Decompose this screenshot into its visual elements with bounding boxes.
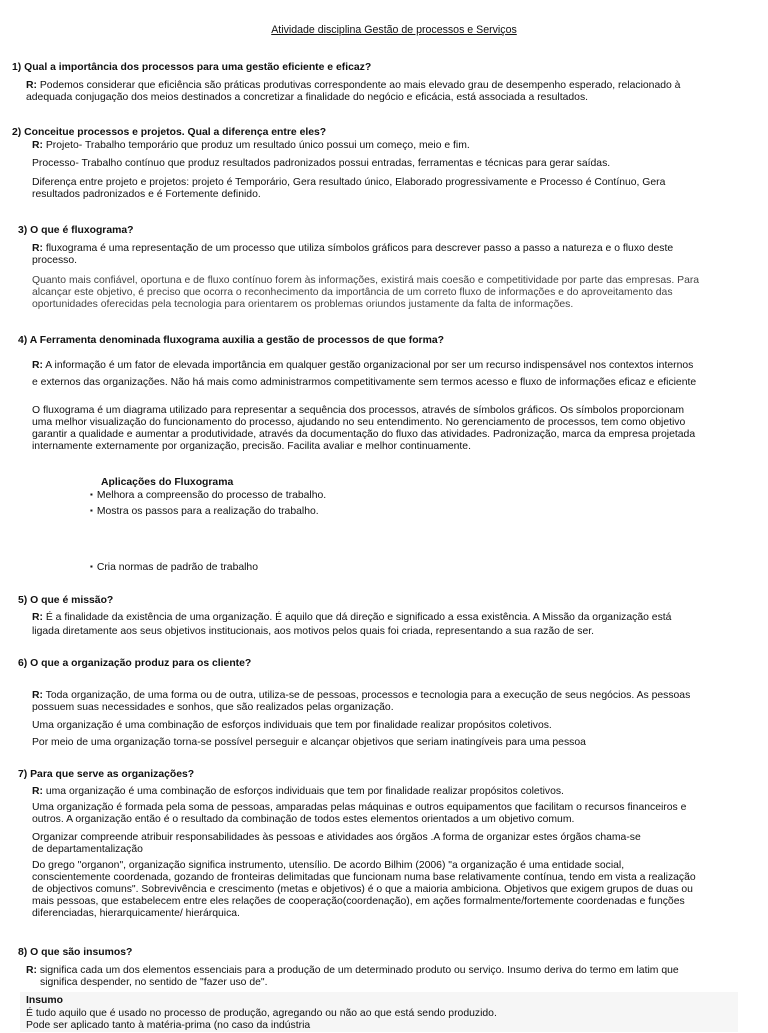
answer-label: R: [32,786,43,797]
answer-1-line-2: adequada conjugação dos meios destinados a concretizar a finalidade do negócio e eficácia, está associada a resultados. [26,92,589,103]
question-8: 8) O que são insumos? [18,947,133,958]
answer-7-para-3-line-1: Organizar compreende atribuir responsabilidades às pessoas e atividades aos órgãos .A forma de organizar estes órgãos chama-se [32,832,641,843]
answer-label: R: [26,80,37,91]
answer-7-para-4-line-4: mais pessoas, que estabelecem entre eles relações de cooperação(coordenação), em ações formalmente/fortemente coordenadas e funções [32,896,685,907]
answer-4-para-line-3: garantir a qualidade e aumentar a produtividade, através da documentação do fluxo das atividades. Padronização, marca da empresa projetada [32,429,696,440]
answer-6-line-1 [32,690,690,703]
answer-label: R: [32,140,43,151]
insumo-line-1: É tudo aquilo que é usado no processo de produção, agregando ou não ao que está sendo produzido. [26,1008,497,1019]
answer-4-para-line-1: O fluxograma é um diagrama utilizado para representar a sequência dos processos, através de símbolos gráficos. Os símbolos proporcionam [32,405,685,416]
list-item: ▪ Melhora a compreensão do processo de trabalho. [90,490,326,503]
answer-6-line-2: possuem suas necessidades e sonhos, que são realizados pelas organização. [32,702,394,713]
answer-3-para-line-3: oportunidades oferecidas pela tecnologia para orientarem os problemas oriundos justamente da falta de informações. [32,299,574,310]
answer-3-line-1 [32,243,673,256]
insumo-line-2: Pode ser aplicado tanto à matéria-prima (no caso da indústria [26,1020,311,1031]
question-7: 7) Para que serve as organizações? [18,769,195,780]
question-1: 1) Qual a importância dos processos para uma gestão eficiente e eficaz? [12,62,372,73]
answer-7-para-3-line-2: de departamentalização [32,844,143,855]
answer-2-processo: Processo- Trabalho contínuo que produz resultados padronizados possui entradas, ferramentas e técnicas para gerar saídas. [32,158,611,169]
page-title: Atividade disciplina Gestão de processos e Serviços [271,24,517,36]
answer-4-para-line-4: internamente externamente por organização, precisão. Facilita avaliar e melhor continuamente. [32,441,471,452]
answer-6-text: Toda organização, de uma forma ou de outra, utiliza-se de pessoas, processos e tecnologia para a execução de seus negócios. As pessoas [45,690,691,701]
answer-4-para-line-2: uma melhor visualização do funcionamento do processo, ajudando no seu entendimento. No gerenciamento de processos, tem como objetivo [32,417,686,428]
question-5: 5) O que é missão? [18,595,114,606]
answer-8-text: significa cada um dos elementos essenciais para a produção de um determinado produto ou serviço. Insumo deriva do termo em latim que [39,965,679,976]
answer-3-para-line-2: alcançar este objetivo, é preciso que ocorra o reconhecimento da importância de um correto fluxo de informações e do aproveitamento das [32,287,673,298]
answer-6-para-3: Por meio de uma organização torna-se possível perseguir e alcançar objetivos que seriam inatingíveis para uma pessoa [32,737,586,748]
answer-label: R: [26,965,37,976]
answer-1-line-1 [26,80,680,93]
answer-2-text: Projeto- Trabalho temporário que produz um resultado único possui um começo, meio e fim. [45,140,470,151]
list-item: ▪ Cria normas de padrão de trabalho [90,562,258,575]
answer-7-para-4-line-3: de objectivos comuns". Sobrevivência e crescimento (metas e objetivos) é o que a maioria ambiciona. Objetivos que exigem grupos de duas ou [32,884,693,895]
answer-8-line-1 [26,965,679,978]
answer-7-para-4-line-2: conscientemente coordenada, gozando de fronteiras delimitadas que funcionam numa base relativamente contínua, tendo em vista a realização [32,872,696,883]
answer-2-projeto [32,140,470,153]
answer-3-text: fluxograma é uma representação de um processo que utiliza símbolos gráficos para descrever passo a passo a natureza e o fluxo deste [45,243,674,254]
answer-3-para-line-1: Quanto mais confiável, oportuna e de fluxo contínuo forem às informações, existirá mais coesão e competitividade por parte das empresas. Para [32,275,700,286]
answer-4-line-2: e externos das organizações. Não há mais como administrarmos competitivamente sem termos acesso e fluxo de informações eficaz e eficiente [32,377,697,388]
answer-6-para-2: Uma organização é uma combinação de esforços individuais que tem por finalidade realizar propósitos coletivos. [32,720,552,731]
answer-label: R: [32,690,43,701]
answer-5-text: É a finalidade da existência de uma organização. É aquilo que dá direção e significado a essa existência. A Missão da organização está [45,612,672,623]
answer-3-line-2: processo. [32,255,78,266]
question-3: 3) O que é fluxograma? [18,225,134,236]
question-2: 2) Conceitue processos e projetos. Qual a diferença entre eles? [12,127,327,138]
answer-7-para-2-line-2: outros. A organização então é o resultado da combinação de todos estes elementos orientados a um objetivo comum. [32,814,575,825]
answer-label: R: [32,612,43,623]
answer-label: R: [32,243,43,254]
answer-1-text: Podemos considerar que eficiência são práticas produtivas correspondente ao mais elevado grau de desempenho esperado, relacionado à [39,80,681,91]
question-4: 4) A Ferramenta denominada fluxograma auxilia a gestão de processos de que forma? [18,335,444,346]
answer-8-line-2: significa despender, no sentido de "fazer uso de". [40,977,268,988]
answer-label: R: [32,360,43,371]
answer-7-para-2-line-1: Uma organização é formada pela soma de pessoas, amparadas pelas máquinas e outros equipamentos que facilitam o recursos financeiros e [32,802,687,813]
answer-7-para-4-line-1: Do grego "organon", organização significa instrumento, utensílio. De acordo Bilhim (2006) "a organização é uma entidade social, [32,860,625,871]
answer-5-line-1 [32,612,671,625]
answer-4-text: A informação é um fator de elevada importância em qualquer gestão organizacional por ser um recurso indispensável nos contextos internos [45,360,694,371]
answer-7-text: uma organização é uma combinação de esforços individuais que tem por finalidade realizar propósitos coletivos. [45,786,564,797]
insumo-heading: Insumo [26,995,63,1006]
answer-2-diferenca-line-1: Diferença entre projeto e projetos: projeto é Temporário, Gera resultado único, Elaborado progressivamente e Processo é Contínuo, Gera [32,177,666,188]
answer-7-para-1 [32,786,564,799]
apps-heading: Aplicações do Fluxograma [101,477,234,488]
answer-7-para-4-line-5: diferenciadas, hierarquicamente/ hierárquica. [32,908,240,919]
list-item: ▪ Mostra os passos para a realização do trabalho. [90,506,319,519]
answer-2-diferenca-line-2: resultados padronizados e é Fortemente definido. [32,189,261,200]
answer-4-line-1 [32,360,693,373]
question-6: 6) O que a organização produz para os cliente? [18,658,252,669]
answer-5-line-2: ligada diretamente aos seus objetivos institucionais, aos motivos pelos quais foi criada, representando a sua razão de ser. [32,626,594,637]
